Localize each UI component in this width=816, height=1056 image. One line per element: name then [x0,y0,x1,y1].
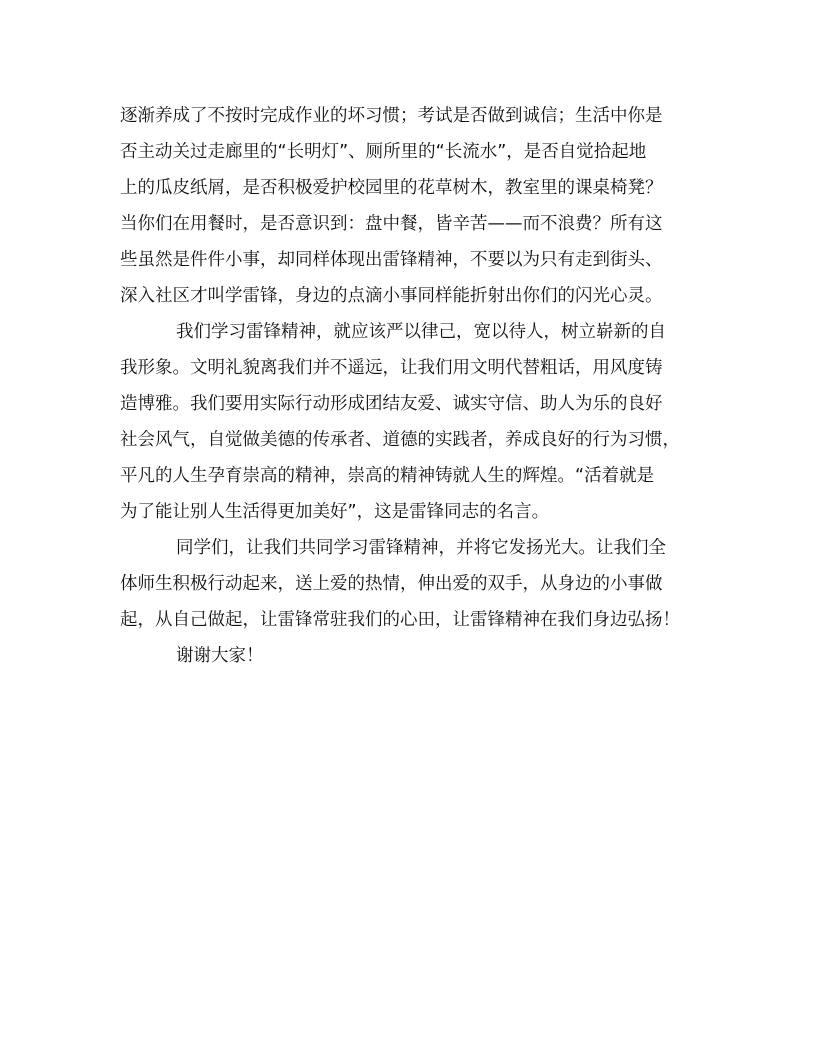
paragraph-2-line-5: 平凡的人生孕育崇高的精神，崇高的精神铸就人生的辉煌。“活着就是 [120,466,655,486]
paragraph-2-line-2: 我形象。文明礼貌离我们并不遥远，让我们用文明代替粗话，用风度铸 [120,358,663,378]
paragraph-2-line-3: 造博雅。我们要用实际行动形成团结友爱、诚实守信、助人为乐的良好 [120,394,663,414]
document-body [120,98,700,674]
paragraph-1 [120,98,700,314]
paragraph-1-line-4: 当你们在用餐时，是否意识到：盘中餐，皆辛苦——而不浪费？所有这 [120,214,663,234]
paragraph-1-line-3: 上的瓜皮纸屑，是否积极爱护校园里的花草树木，教室里的课桌椅凳？ [120,178,663,198]
paragraph-1-line-5: 些虽然是件件小事，却同样体现出雷锋精神，不要以为只有走到街头、 [120,250,663,270]
paragraph-2-line-1: 我们学习雷锋精神，就应该严以律己，宽以待人，树立崭新的自 [176,322,666,342]
paragraph-2-line-4: 社会风气，自觉做美德的传承者、道德的实践者，养成良好的行为习惯， [120,430,680,450]
paragraph-3 [120,530,700,638]
closing-text: 谢谢大家！ [176,646,264,666]
paragraph-2-line-6: 为了能让别人生活得更加美好”，这是雷锋同志的名言。 [120,502,550,522]
paragraph-1-line-1: 逐渐养成了不按时完成作业的坏习惯；考试是否做到诚信；生活中你是 [120,106,663,126]
paragraph-3-line-2: 体师生积极行动起来，送上爱的热情，伸出爱的双手，从身边的小事做 [120,574,663,594]
closing-paragraph [120,638,700,674]
paragraph-1-line-6: 深入社区才叫学雷锋，身边的点滴小事同样能折射出你们的闪光心灵。 [120,286,663,306]
paragraph-2 [120,314,700,530]
paragraph-3-line-1: 同学们，让我们共同学习雷锋精神，并将它发扬光大。让我们全 [176,538,666,558]
paragraph-1-line-2: 否主动关过走廊里的“长明灯”、厕所里的“长流水”，是否自觉拾起地 [120,142,647,162]
paragraph-3-line-3: 起，从自己做起，让雷锋常驻我们的心田，让雷锋精神在我们身边弘扬！ [120,610,680,630]
